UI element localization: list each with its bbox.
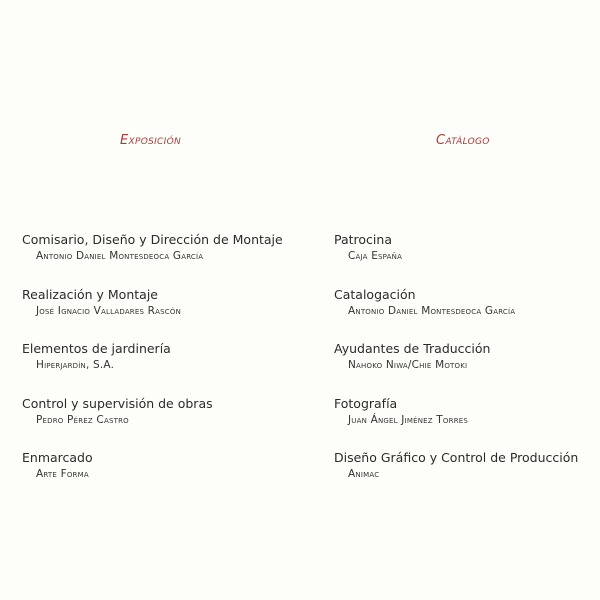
credit-name: Nahoko Niwa/Chie Motoki [348, 359, 468, 371]
credit-role: Comisario, Diseño y Dirección de Montaje [22, 232, 283, 247]
credit-role: Enmarcado [22, 450, 93, 465]
credit-name: José Ignacio Valladares Rascón [36, 304, 182, 317]
exposicion-entries [22, 232, 302, 505]
credit-entry [22, 450, 302, 505]
credit-role: Ayudantes de Traducción [334, 341, 491, 356]
credit-name: Antonio Daniel Montesdeoca García [348, 304, 516, 317]
credit-name: Caja España [348, 250, 403, 262]
credit-entry [334, 232, 600, 287]
credit-name: Juan Ángel Jiménez Torres [348, 413, 469, 426]
credit-role: Control y supervisión de obras [22, 395, 213, 411]
credit-name: Animac [348, 468, 380, 480]
catalogo-entries [334, 232, 600, 505]
credit-entry [334, 396, 600, 451]
catalogo-heading: Catálogo [436, 133, 490, 148]
credit-role: Elementos de jardinería [22, 341, 171, 356]
credit-role: Realización y Montaje [22, 286, 158, 302]
credit-name: Hiperjardín, S.A. [36, 359, 115, 371]
credit-role: Fotografía [334, 395, 398, 411]
credit-role: Catalogación [334, 286, 416, 302]
credit-entry [22, 341, 302, 396]
credit-entry [22, 287, 302, 342]
credit-entry [334, 341, 600, 396]
credit-role: Patrocina [334, 232, 392, 247]
credit-entry [334, 287, 600, 342]
credit-entry [334, 450, 600, 505]
credit-name: Pedro Pérez Castro [36, 413, 129, 426]
credit-name: Arte Forma [36, 468, 89, 480]
exposicion-heading: Exposición [120, 133, 182, 148]
credit-name: Antonio Daniel Montesdeoca García [36, 250, 204, 262]
credit-entry [22, 396, 302, 451]
credit-entry [22, 232, 302, 287]
credit-role: Diseño Gráfico y Control de Producción [334, 450, 579, 465]
